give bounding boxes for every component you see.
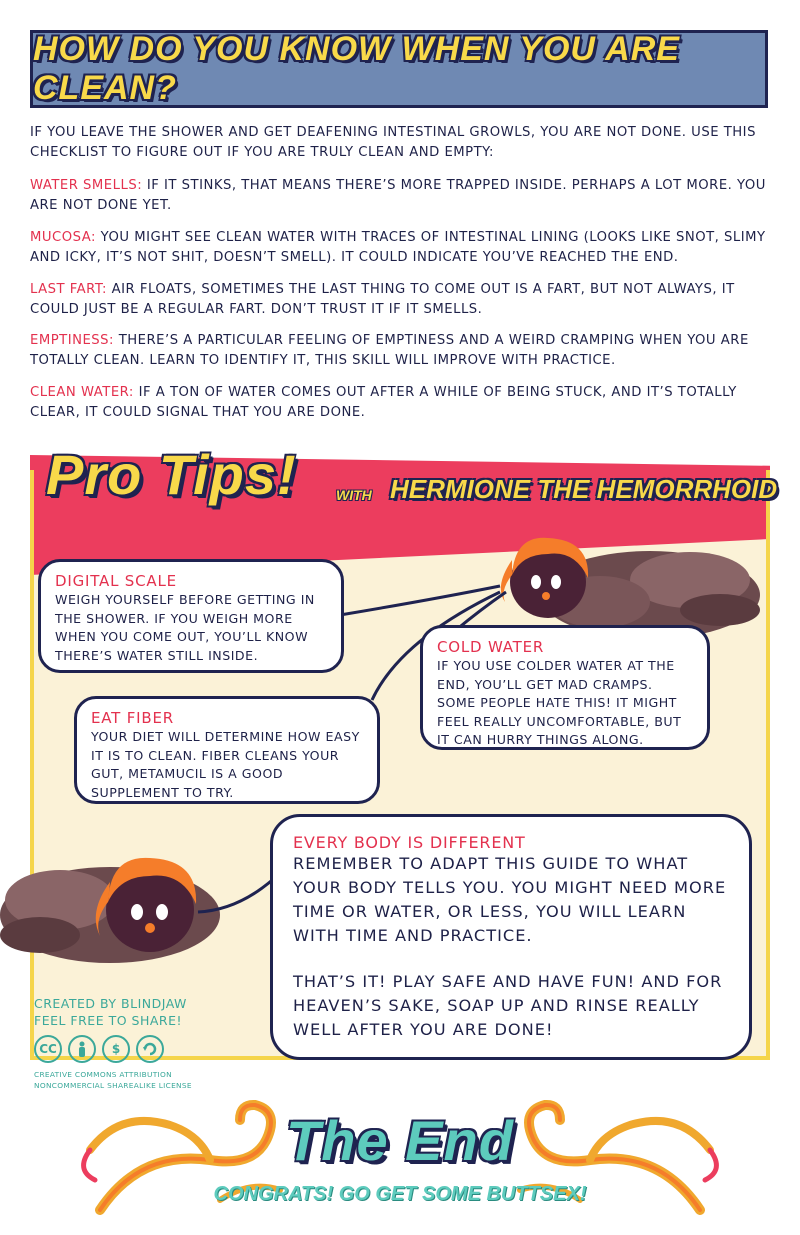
tips-subtitle: HERMIONE THE HEMORRHOID (390, 474, 778, 504)
sharealike-icon (136, 1035, 164, 1063)
end-subtitle: CONGRATS! GO GET SOME BUTTSEX! (213, 1183, 587, 1205)
checklist-text: IF A TON OF WATER COMES OUT AFTER A WHILE OF BEING STUCK, AND IT’S TOTALLY CLEAR, IT COULD SIGNAL THAT YOU ARE DONE. (30, 385, 737, 420)
checklist-item (30, 176, 770, 216)
tips-title: Pro Tips! (46, 443, 297, 506)
checklist-text: THERE’S A PARTICULAR FEELING OF EMPTINESS AND A WEIRD CRAMPING WHEN YOU ARE TOTALLY CLEAN. LEARN TO IDENTIFY IT, THIS SKILL WILL IMPROVE WITH PRACTICE. (30, 333, 749, 368)
attribution-icon (68, 1035, 96, 1063)
checklist-label: MUCOSA: (30, 230, 96, 245)
checklist-text: IF IT STINKS, THAT MEANS THERE’S MORE TRAPPED INSIDE. PERHAPS A LOT MORE. YOU ARE NOT DONE YET. (30, 178, 766, 213)
hermione-icon (501, 538, 588, 618)
bubble-body: REMEMBER TO ADAPT THIS GUIDE TO WHAT YOUR BODY TELLS YOU. YOU MIGHT NEED MORE TIME OR WATER, OR LESS, YOU WILL LEARN WITH TIME AND PRACTICE. (293, 854, 727, 945)
noncommercial-icon: $ (102, 1035, 130, 1063)
license-icons (34, 1035, 234, 1063)
bubble-body: WEIGH YOURSELF BEFORE GETTING IN THE SHOWER. IF YOU WEIGH MORE WHEN YOU COME OUT, YOU’LL KNOW THERE’S WATER STILL INSIDE. (55, 592, 315, 663)
bubble-body: IF YOU USE COLDER WATER AT THE END, YOU’LL GET MAD CRAMPS. SOME PEOPLE HATE THIS! IT MIGHT FEEL REALLY UNCOMFORTABLE, BUT IT CAN HURRY THINGS ALONG. (437, 658, 682, 747)
bubble-body: YOUR DIET WILL DETERMINE HOW EASY IT IS TO CLEAN. FIBER CLEANS YOUR GUT, METAMUCIL IS A GOOD SUPPLEMENT TO TRY. (91, 729, 360, 800)
checklist-text: YOU MIGHT SEE CLEAN WATER WITH TRACES OF INTESTINAL LINING (LOOKS LIKE SNOT, SLIMY AND ICKY, IT’S NOT SHIT, DOESN’T SMELL). IT COULD INDICATE YOU’VE REACHED THE END. (30, 230, 766, 265)
bubble-every-body (270, 814, 752, 1060)
page-title: HOW DO YOU KNOW WHEN YOU ARE CLEAN? (33, 30, 680, 107)
bubble-eat-fiber (74, 696, 380, 804)
bubble-title: EAT FIBER (91, 709, 174, 727)
checklist-item (30, 331, 770, 371)
credit-block (34, 995, 234, 1091)
header-banner (30, 30, 768, 108)
tips-with: WITH (336, 487, 372, 503)
bubble-digital-scale (38, 559, 344, 673)
checklist-label: LAST FART: (30, 282, 107, 297)
cc-icon: CC (34, 1035, 62, 1063)
bubble-title: DIGITAL SCALE (55, 572, 177, 590)
intro-text: IF YOU LEAVE THE SHOWER AND GET DEAFENING INTESTINAL GROWLS, YOU ARE NOT DONE. USE THIS CHECKLIST TO FIGURE OUT IF YOU ARE TRULY CLEAN AND EMPTY: (30, 125, 756, 160)
checklist-text: AIR FLOATS, SOMETIMES THE LAST THING TO COME OUT IS A FART, BUT NOT ALWAYS, IT COULD JUST BE A REGULAR FART. DON’T TRUST IT IF IT SMELLS. (30, 282, 735, 317)
bubble-title: EVERY BODY IS DIFFERENT (293, 833, 526, 852)
checklist-item (30, 383, 770, 423)
checklist-item (30, 280, 770, 320)
end-title: The End (286, 1109, 514, 1172)
checklist-label: WATER SMELLS: (30, 178, 143, 193)
bubble-body: THAT’S IT! PLAY SAFE AND HAVE FUN! AND FOR HEAVEN’S SAKE, SOAP UP AND RINSE REALLY WELL AFTER YOU ARE DONE! (293, 972, 723, 1039)
license-text: CREATIVE COMMONS ATTRIBUTION NONCOMMERCIAL SHAREALIKE LICENSE (34, 1070, 192, 1090)
checklist-label: EMPTINESS: (30, 333, 114, 348)
checklist-item (30, 228, 770, 268)
credit-share: FEEL FREE TO SHARE! (34, 1013, 182, 1028)
bubble-title: COLD WATER (437, 638, 545, 656)
bubble-cold-water (420, 625, 710, 750)
credit-author: CREATED BY BLINDJAW (34, 996, 187, 1011)
checklist-label: CLEAN WATER: (30, 385, 134, 400)
